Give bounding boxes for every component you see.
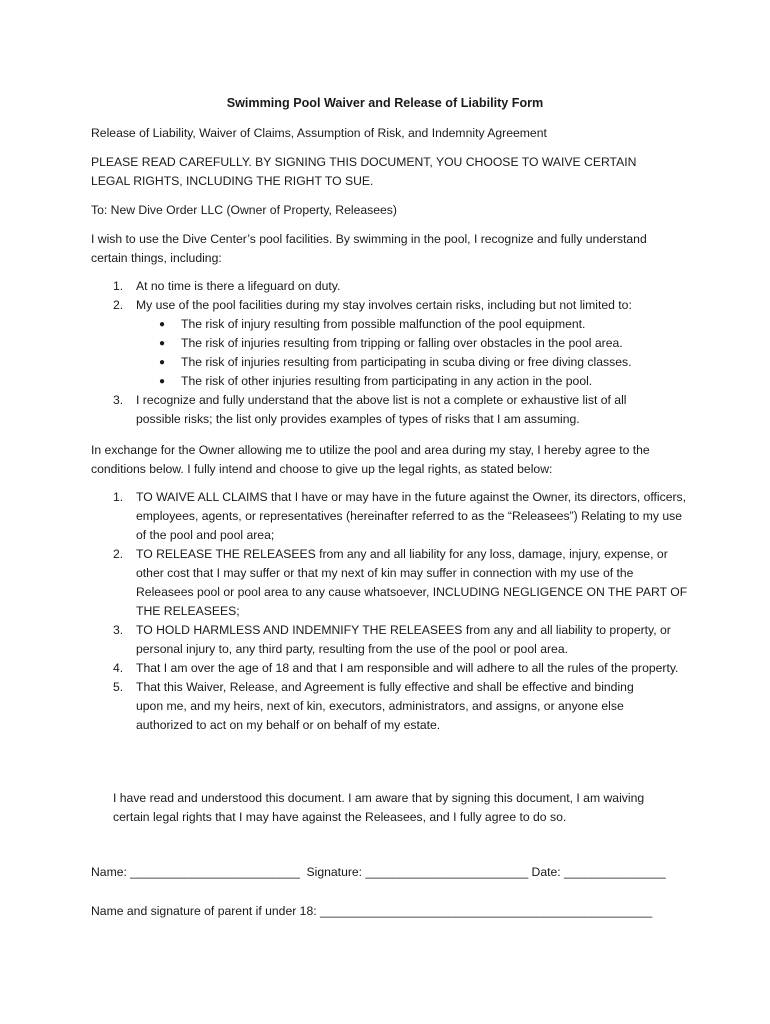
parent-signature-line[interactable]: Name and signature of parent if under 18: _________________________________________________: [91, 904, 653, 918]
intro-paragraph: I wish to use the Dive Center’s pool facilities. By swimming in the pool, I recognize and fully understand certain things, including:: [91, 232, 647, 265]
bullet-item: [91, 334, 691, 353]
list-number: 2.: [113, 547, 124, 561]
risk-bullet-list: [91, 315, 691, 391]
to-line: To: New Dive Order LLC (Owner of Property, Releasees): [91, 203, 397, 217]
list-item-text: That this Waiver, Release, and Agreement is fully effective and shall be effective and binding upon me, and my heirs, next of kin, executors, administrators, and assigns, or anyone else authorized to act on my behalf or on behalf of my estate.: [136, 680, 634, 732]
bullet-text: The risk of injuries resulting from tripping or falling over obstacles in the pool area.: [181, 336, 623, 350]
list-item: [91, 296, 691, 315]
bullet-icon: ●: [159, 338, 166, 349]
list-item: [91, 391, 661, 429]
conditions-list: [91, 488, 691, 735]
list-item: [91, 488, 691, 545]
list-number: 3.: [113, 623, 124, 637]
list-number: 1.: [113, 490, 124, 504]
list-number: 5.: [113, 680, 124, 694]
bullet-text: The risk of injury resulting from possible malfunction of the pool equipment.: [181, 317, 586, 331]
bullet-icon: ●: [159, 319, 166, 330]
list-item: [91, 545, 691, 621]
list-item: [91, 277, 691, 296]
list-number: 2.: [113, 298, 124, 312]
list-item-text: TO WAIVE ALL CLAIMS that I have or may have in the future against the Owner, its directors, officers, employees, agents, or representatives (hereinafter referred to as the “Releasees”) Relating to my use of the pool and pool area;: [136, 490, 687, 542]
subtitle: Release of Liability, Waiver of Claims, Assumption of Risk, and Indemnity Agreement: [91, 126, 547, 140]
bullet-item: [91, 315, 691, 334]
bullet-icon: ●: [159, 357, 166, 368]
bullet-item: [91, 353, 691, 372]
list-item: [91, 621, 691, 659]
list-item-text: TO HOLD HARMLESS AND INDEMNIFY THE RELEASEES from any and all liability to property, or personal injury to, any third party, resulting from the use of the pool or pool area.: [136, 623, 671, 656]
warning-text: PLEASE READ CAREFULLY. BY SIGNING THIS DOCUMENT, YOU CHOOSE TO WAIVE CERTAIN LEGAL RIGHTS, INCLUDING THE RIGHT TO SUE.: [91, 155, 637, 188]
signature-line[interactable]: Name: _________________________ Signature: ________________________ Date: _______________: [91, 865, 666, 879]
page-title: Swimming Pool Waiver and Release of Liability Form: [226, 96, 544, 110]
list-item-text: I recognize and fully understand that the above list is not a complete or exhaustive list of all possible risks; the list only provides examples of types of risks that I am assuming.: [136, 393, 627, 426]
list-item-text: That I am over the age of 18 and that I am responsible and will adhere to all the rules of the property.: [136, 661, 679, 675]
list-item-text: My use of the pool facilities during my stay involves certain risks, including but not limited to:: [136, 298, 632, 312]
bullet-item: [91, 372, 691, 391]
bullet-text: The risk of injuries resulting from participating in scuba diving or free diving classes.: [181, 355, 632, 369]
bullet-icon: ●: [159, 376, 166, 387]
list-item: [91, 659, 691, 678]
exchange-paragraph: In exchange for the Owner allowing me to utilize the pool and area during my stay, I hereby agree to the conditions below. I fully intend and choose to give up the legal rights, as stated below:: [91, 443, 650, 476]
list-item: [91, 678, 656, 735]
list-item-text: At no time is there a lifeguard on duty.: [136, 279, 341, 293]
list-item-text: TO RELEASE THE RELEASEES from any and all liability for any loss, damage, injury, expense, or other cost that I may suffer or that my next of kin may suffer in connection with my use of the Releasees pool or pool area to any cause whatsoever, INCLUDING NEGLIGENCE ON THE PART OF THE RELEASEES;: [136, 547, 688, 618]
list-number: 1.: [113, 279, 124, 293]
bullet-text: The risk of other injuries resulting from participating in any action in the pool.: [181, 374, 593, 388]
acknowledgement-paragraph: I have read and understood this document. I am aware that by signing this document, I am waiving certain legal rights that I may have against the Releasees, and I fully agree to do so.: [113, 791, 645, 824]
list-number: 4.: [113, 661, 124, 675]
recognize-list: [91, 277, 691, 429]
list-number: 3.: [113, 393, 124, 407]
